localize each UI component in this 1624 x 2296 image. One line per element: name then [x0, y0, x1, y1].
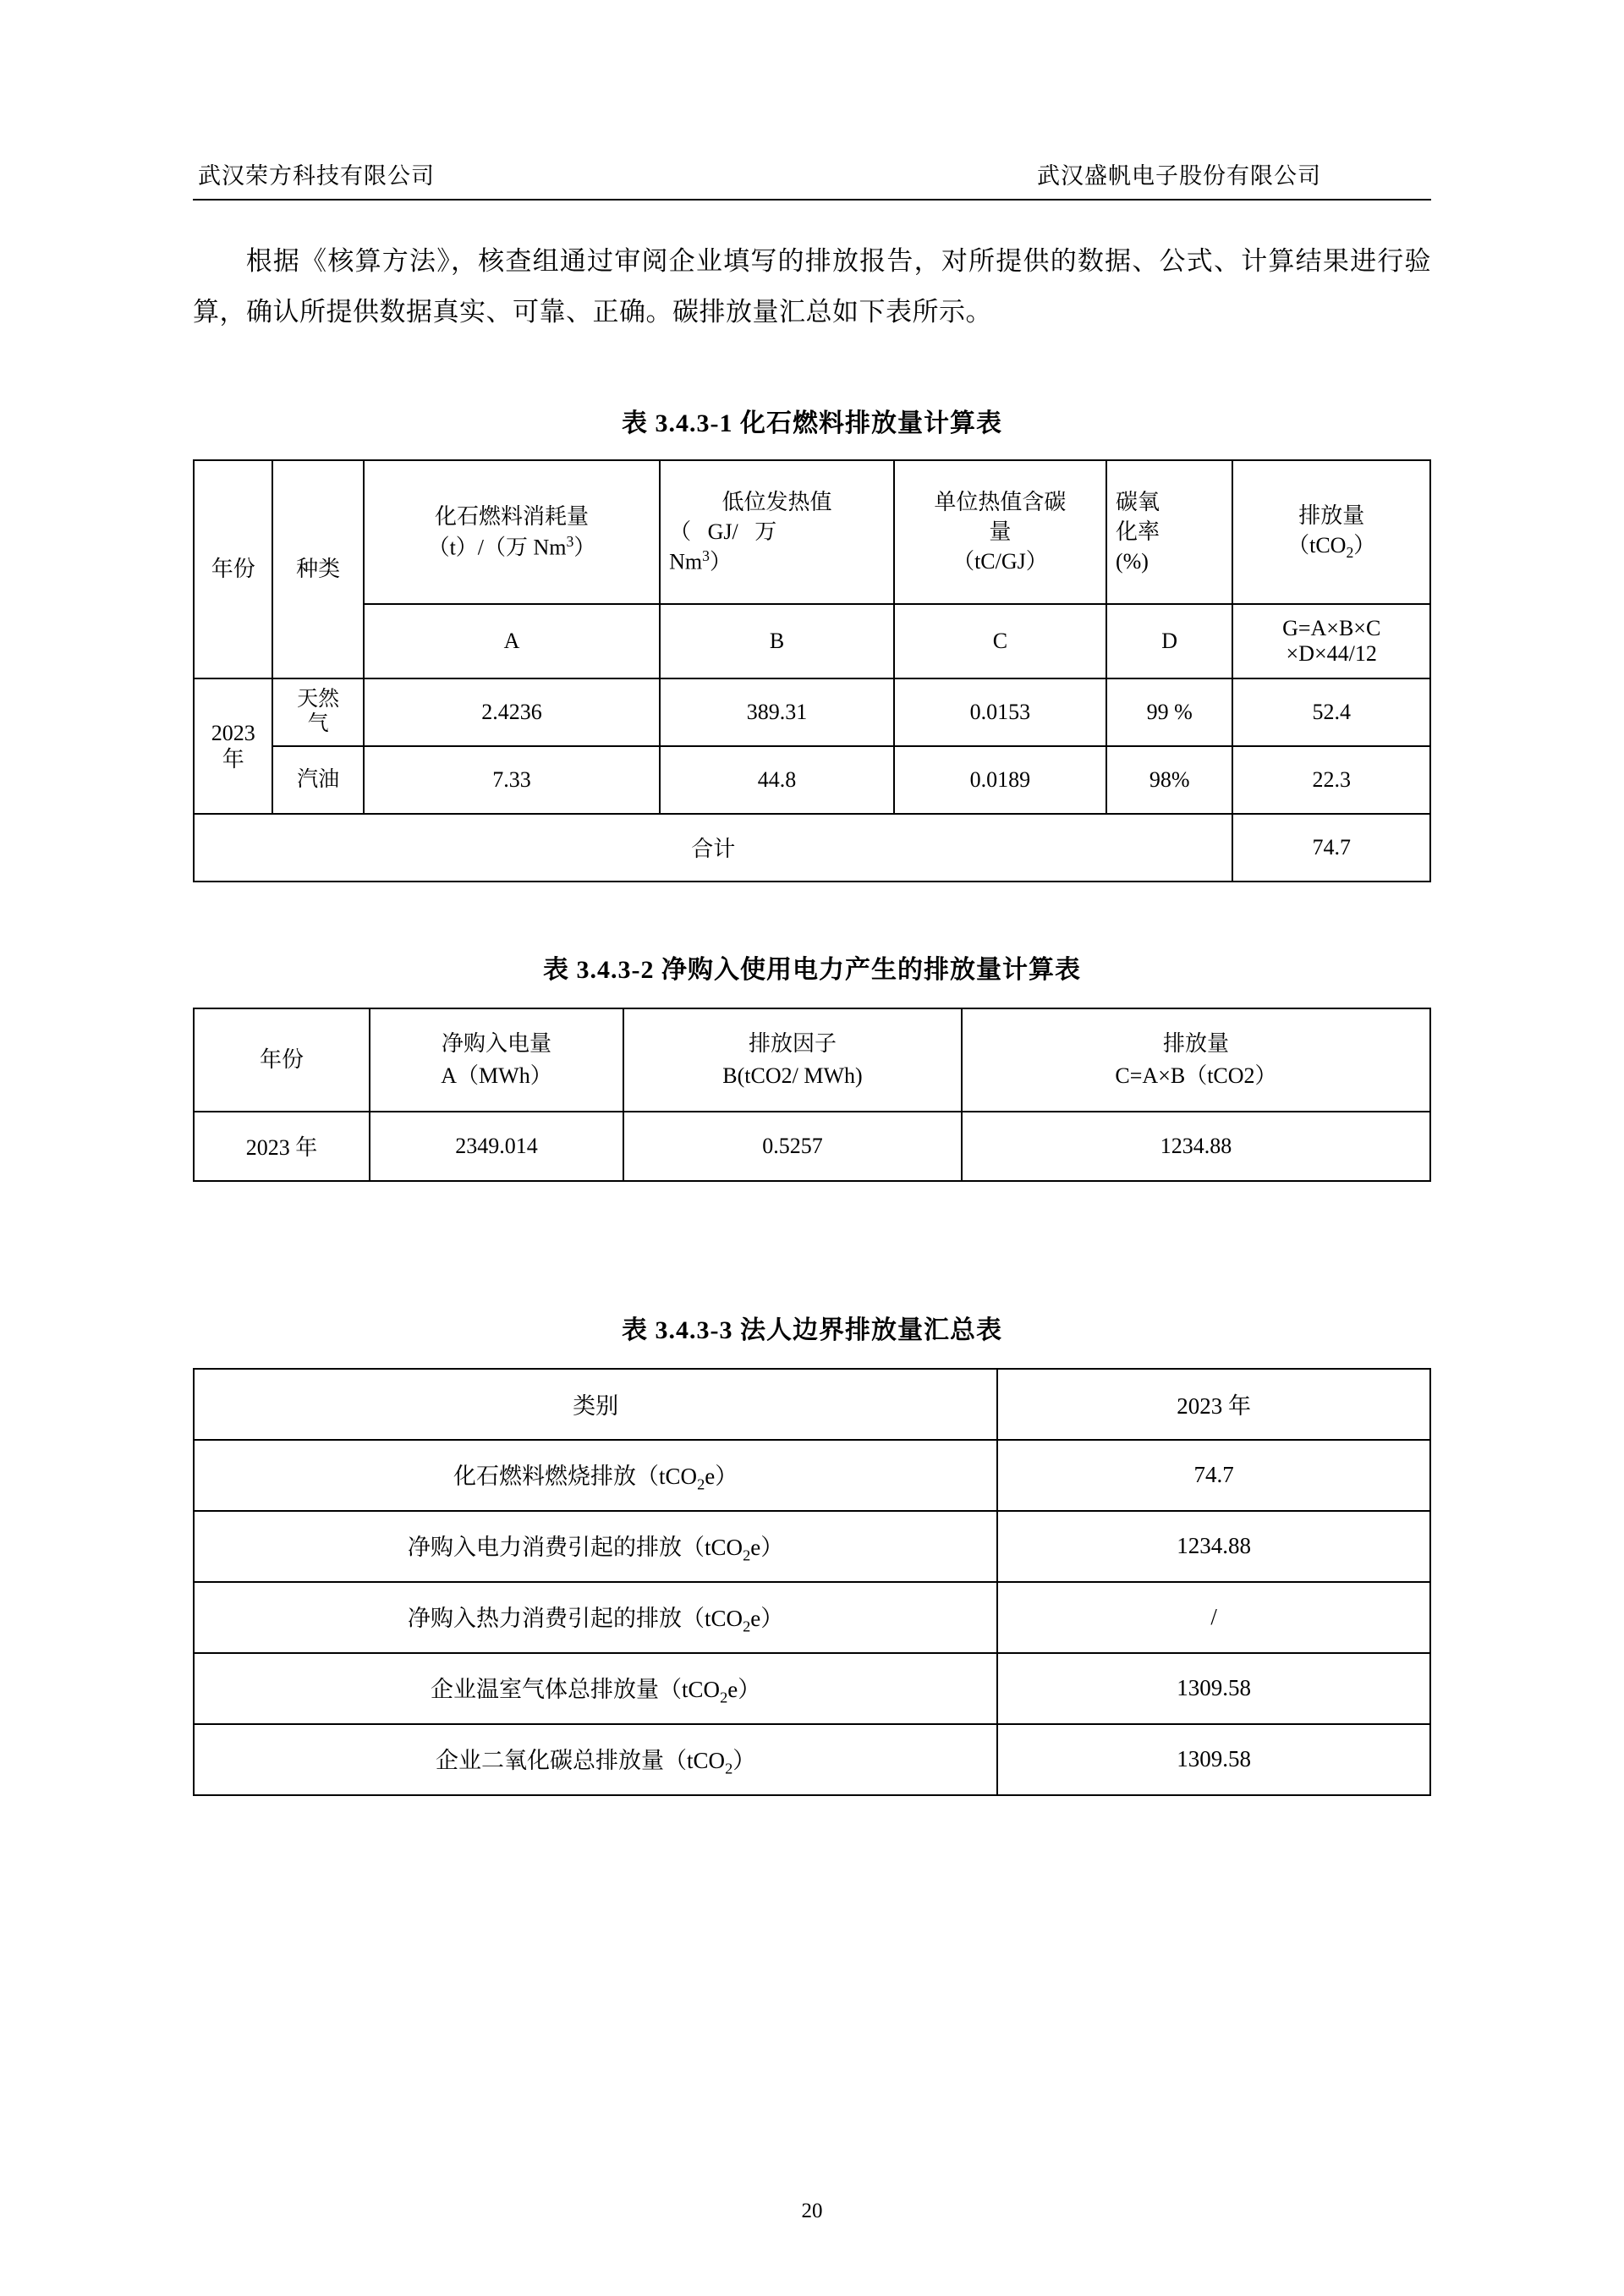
- t2-row-purchase: 2349.014: [370, 1112, 623, 1181]
- t2-header-purchase-line2: A（MWh）: [441, 1063, 552, 1088]
- t1-code-g: [1232, 604, 1430, 678]
- t3-row3-value: 1309.58: [997, 1653, 1430, 1724]
- t2-header-emission: [962, 1008, 1430, 1112]
- t1-header-consumption-line1: 化石燃料消耗量: [434, 504, 589, 530]
- t2-header-purchase-line1: 净购入电量: [441, 1031, 551, 1057]
- t1-header-emission-line1: 排放量: [1298, 503, 1365, 528]
- table1-caption: 表 3.4.3-1 化石燃料排放量计算表: [622, 409, 1002, 437]
- t2-header-factor: [623, 1008, 962, 1112]
- table-row: [194, 1724, 1430, 1795]
- t1-header-lhv-line3: Nm$^3$）: [669, 547, 732, 574]
- t1-total-label: 合计: [194, 814, 1232, 882]
- t1-header-lhv-line1: 低位发热值: [721, 489, 832, 514]
- table-row: [194, 460, 1430, 604]
- t2-row-factor: 0.5257: [623, 1112, 962, 1181]
- t3-header-category: 类别: [194, 1369, 997, 1440]
- t3-row2-label: 净购入热力消费引起的排放（tCO$_2$e）: [194, 1582, 997, 1653]
- table2-caption: 表 3.4.3-2 净购入使用电力产生的排放量计算表: [543, 955, 1081, 984]
- table-row: [194, 1511, 1430, 1582]
- t2-row-year: 2023 年: [194, 1112, 370, 1181]
- t1-row0-kind: [272, 678, 363, 746]
- t3-header-year: 2023 年: [997, 1369, 1430, 1440]
- t1-header-oxidation-line3: (%): [1115, 549, 1149, 574]
- table-row: [194, 1582, 1430, 1653]
- t1-header-carbon-line1: 单位热值含碳: [934, 490, 1067, 515]
- t1-header-oxidation: [1106, 460, 1232, 604]
- t1-header-carbon-line2: 量: [989, 519, 1012, 545]
- t1-row1-c: 0.0189: [894, 746, 1106, 814]
- t1-row1-d: 98%: [1106, 746, 1232, 814]
- t1-row0-c: 0.0153: [894, 678, 1106, 746]
- t1-row0-g: 52.4: [1232, 678, 1430, 746]
- t3-row1-value: 1234.88: [997, 1511, 1430, 1582]
- t3-row4-value: 1309.58: [997, 1724, 1430, 1795]
- t2-row-emission: 1234.88: [962, 1112, 1430, 1181]
- table-row: [194, 1440, 1430, 1511]
- header-right-company: 武汉盛帆电子股份有限公司: [1037, 163, 1321, 189]
- t1-row0-kind-line2: 气: [307, 711, 329, 735]
- purchased-electricity-emission-table: [193, 1008, 1431, 1182]
- t1-header-carbon-line3: （tC/GJ）: [952, 549, 1048, 574]
- table-row: [194, 746, 1430, 814]
- t1-code-g-line1: G=A×B×C: [1282, 615, 1381, 640]
- t1-total-value: 74.7: [1232, 814, 1430, 882]
- table-row: [194, 1008, 1430, 1112]
- t1-year-value: [194, 678, 272, 814]
- t2-header-factor-line1: 排放因子: [748, 1031, 837, 1057]
- t1-header-kind: 种类: [272, 460, 363, 678]
- t3-row4-label: 企业二氧化碳总排放量（tCO$_2$）: [194, 1724, 997, 1795]
- t2-header-factor-line2: B(tCO2/ MWh): [722, 1063, 863, 1088]
- t1-row1-a: 7.33: [364, 746, 660, 814]
- fossil-fuel-emission-table: [193, 459, 1431, 882]
- t1-row0-a: 2.4236: [364, 678, 660, 746]
- table-row: [194, 1112, 1430, 1181]
- t1-header-carbon: [894, 460, 1106, 604]
- t1-row1-g: 22.3: [1232, 746, 1430, 814]
- t1-header-emission: [1232, 460, 1430, 604]
- t1-code-c: C: [894, 604, 1106, 678]
- entity-boundary-emission-summary-table: [193, 1368, 1431, 1796]
- t1-year-value-line2: 年: [222, 746, 244, 772]
- t3-row1-label: 净购入电力消费引起的排放（tCO$_2$e）: [194, 1511, 997, 1582]
- t1-row1-b: 44.8: [660, 746, 894, 814]
- t1-header-oxidation-line1: 碳氧: [1115, 490, 1160, 515]
- table-row: [194, 1653, 1430, 1724]
- t1-code-a: A: [364, 604, 660, 678]
- t1-header-emission-line2: （tCO$_2$）: [1287, 532, 1376, 562]
- page-number: 20: [801, 2200, 823, 2222]
- t1-code-g-line2: ×D×44/12: [1286, 640, 1377, 666]
- t1-row1-kind: 汽油: [272, 746, 363, 814]
- t1-row0-kind-line1: 天然: [297, 688, 340, 711]
- t1-header-oxidation-line2: 化率: [1115, 519, 1160, 545]
- paragraph-text: 根据《核算方法》，核查组通过审阅企业填写的排放报告，对所提供的数据、公式、计算结果进行验算，确认所提供数据真实、可靠、正确。碳排放量汇总如下表所示。: [193, 246, 1431, 327]
- table-row: [194, 604, 1430, 678]
- t1-code-d: D: [1106, 604, 1232, 678]
- t2-header-purchase: [370, 1008, 623, 1112]
- header-left-company: 武汉荣方科技有限公司: [198, 163, 435, 189]
- t3-row2-value: /: [997, 1582, 1430, 1653]
- t3-row3-label: 企业温室气体总排放量（tCO$_2$e）: [194, 1653, 997, 1724]
- page-header: [193, 0, 1431, 200]
- t1-row0-d: 99 %: [1106, 678, 1232, 746]
- intro-paragraph: [193, 236, 1431, 338]
- t1-header-lhv: [660, 460, 894, 604]
- table-row: [194, 678, 1430, 746]
- t1-header-year: 年份: [194, 460, 272, 678]
- t1-header-consumption-line2: （t）/（万 Nm$^3$）: [427, 532, 596, 560]
- table-row: [194, 1369, 1430, 1440]
- t1-row0-b: 389.31: [660, 678, 894, 746]
- t1-code-b: B: [660, 604, 894, 678]
- t1-header-consumption: [364, 460, 660, 604]
- t2-header-emission-line2: C=A×B（tCO2）: [1115, 1063, 1277, 1088]
- t3-row0-label: 化石燃料燃烧排放（tCO$_2$e）: [194, 1440, 997, 1511]
- page-footer: [0, 2200, 1624, 2223]
- table3-caption: 表 3.4.3-3 法人边界排放量汇总表: [622, 1316, 1002, 1344]
- t1-year-value-line1: 2023: [211, 720, 255, 745]
- t2-header-emission-line1: 排放量: [1162, 1031, 1229, 1057]
- table-row: [194, 814, 1430, 882]
- t2-header-year: 年份: [194, 1008, 370, 1112]
- t1-header-lhv-line2: （ GJ/ 万: [669, 519, 777, 544]
- t3-row0-value: 74.7: [997, 1440, 1430, 1511]
